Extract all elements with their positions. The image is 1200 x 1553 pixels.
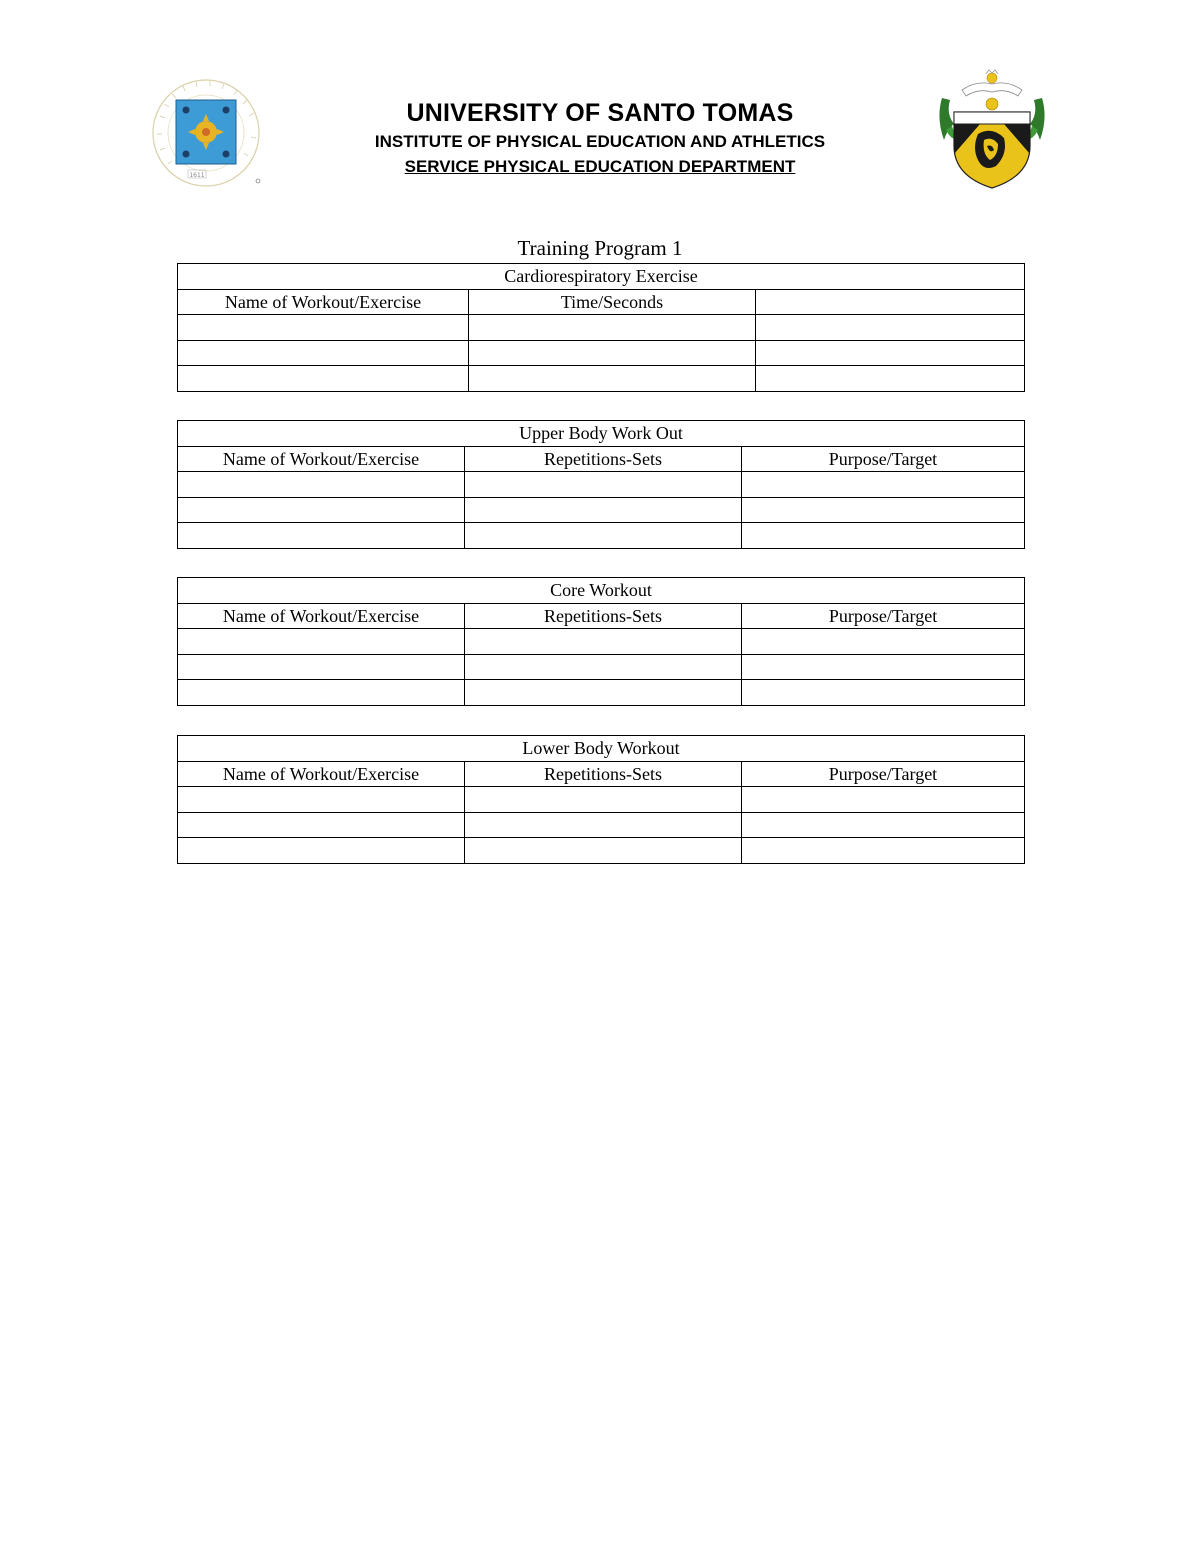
input-cell[interactable] (178, 340, 469, 366)
section-title-row (178, 421, 1025, 447)
column-header-row (178, 289, 1025, 315)
input-cell[interactable] (742, 787, 1025, 813)
table-row (178, 654, 1025, 680)
input-cell[interactable] (742, 812, 1025, 838)
program-title: Training Program 1 (517, 236, 683, 260)
input-cell[interactable] (469, 315, 756, 341)
input-cell[interactable] (178, 812, 465, 838)
table-row (178, 812, 1025, 838)
input-cell[interactable] (465, 472, 742, 498)
ipea-crest-logo (932, 68, 1052, 192)
column-header-row (178, 761, 1025, 787)
input-cell[interactable] (742, 680, 1025, 706)
column-header-name: Name of Workout/Exercise (178, 446, 465, 472)
input-cell[interactable] (756, 340, 1025, 366)
input-cell[interactable] (178, 366, 469, 392)
input-cell[interactable] (178, 315, 469, 341)
core-table (177, 577, 1025, 706)
input-cell[interactable] (465, 654, 742, 680)
upper-body-table (177, 420, 1025, 549)
column-header-row (178, 603, 1025, 629)
table-row (178, 315, 1025, 341)
column-header-row (178, 446, 1025, 472)
input-cell[interactable] (178, 680, 465, 706)
table-row (178, 366, 1025, 392)
column-header-name: Name of Workout/Exercise (178, 289, 469, 315)
column-header-name: Name of Workout/Exercise (178, 603, 465, 629)
table-row (178, 629, 1025, 655)
input-cell[interactable] (178, 838, 465, 864)
section-title: Lower Body Workout (178, 736, 1025, 762)
institute-name: INSTITUTE OF PHYSICAL EDUCATION AND ATHLETICS (374, 132, 826, 151)
column-header-time: Time/Seconds (469, 289, 756, 315)
table-row (178, 787, 1025, 813)
table-row (178, 523, 1025, 549)
department-name: SERVICE PHYSICAL EDUCATION DEPARTMENT (404, 157, 796, 176)
column-header-blank (756, 289, 1025, 315)
section-title-row (178, 736, 1025, 762)
table-row (178, 472, 1025, 498)
input-cell[interactable] (178, 629, 465, 655)
column-header-name: Name of Workout/Exercise (178, 761, 465, 787)
lower-body-table (177, 735, 1025, 864)
input-cell[interactable] (742, 523, 1025, 549)
input-cell[interactable] (742, 838, 1025, 864)
column-header-reps: Repetitions-Sets (465, 446, 742, 472)
column-header-purpose: Purpose/Target (742, 446, 1025, 472)
input-cell[interactable] (742, 472, 1025, 498)
seal-year-text: 1611 (189, 172, 205, 179)
input-cell[interactable] (742, 654, 1025, 680)
table-row (178, 497, 1025, 523)
ust-seal-logo (148, 76, 270, 190)
input-cell[interactable] (178, 654, 465, 680)
input-cell[interactable] (178, 497, 465, 523)
input-cell[interactable] (756, 315, 1025, 341)
section-title: Cardiorespiratory Exercise (178, 264, 1025, 290)
input-cell[interactable] (465, 812, 742, 838)
cardio-table (177, 263, 1025, 392)
input-cell[interactable] (469, 340, 756, 366)
input-cell[interactable] (465, 629, 742, 655)
university-name: UNIVERSITY OF SANTO TOMAS (406, 99, 794, 127)
column-header-purpose: Purpose/Target (742, 761, 1025, 787)
input-cell[interactable] (465, 838, 742, 864)
table-row (178, 838, 1025, 864)
section-title-row (178, 264, 1025, 290)
table-row (178, 340, 1025, 366)
input-cell[interactable] (178, 787, 465, 813)
section-title: Core Workout (178, 578, 1025, 604)
input-cell[interactable] (469, 366, 756, 392)
input-cell[interactable] (465, 497, 742, 523)
input-cell[interactable] (178, 472, 465, 498)
column-header-purpose: Purpose/Target (742, 603, 1025, 629)
input-cell[interactable] (742, 497, 1025, 523)
input-cell[interactable] (178, 523, 465, 549)
input-cell[interactable] (756, 366, 1025, 392)
section-title-row (178, 578, 1025, 604)
table-row (178, 680, 1025, 706)
column-header-reps: Repetitions-Sets (465, 603, 742, 629)
input-cell[interactable] (465, 680, 742, 706)
section-title: Upper Body Work Out (178, 421, 1025, 447)
input-cell[interactable] (742, 629, 1025, 655)
input-cell[interactable] (465, 523, 742, 549)
input-cell[interactable] (465, 787, 742, 813)
column-header-reps: Repetitions-Sets (465, 761, 742, 787)
